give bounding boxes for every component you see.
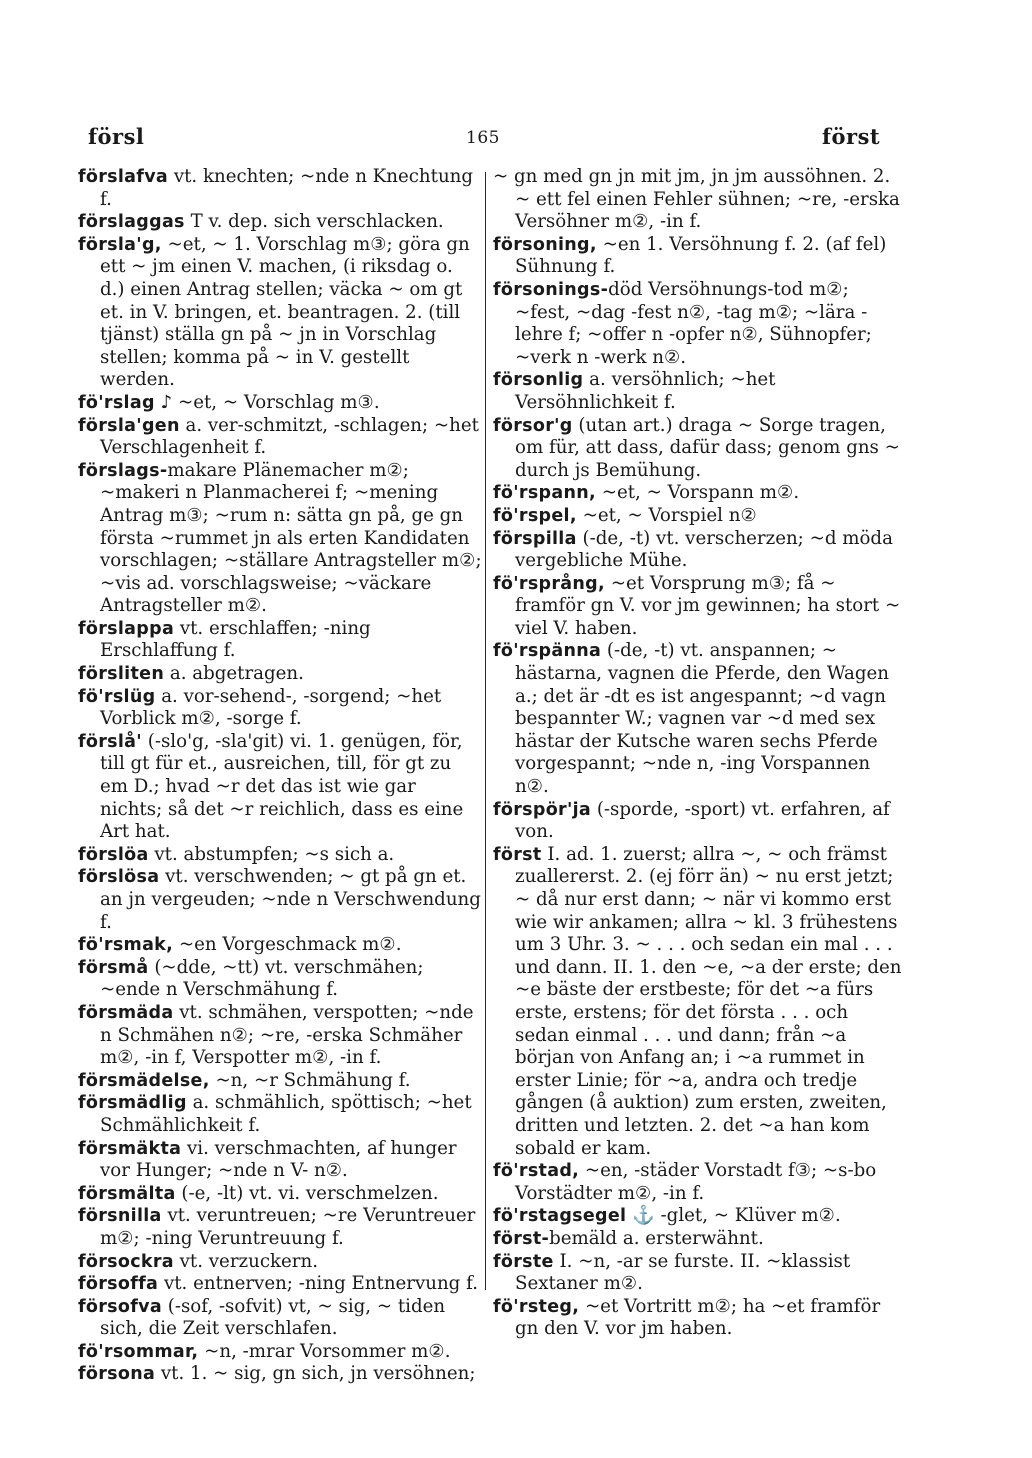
dictionary-entry — [78, 1070, 482, 1093]
entry-headword: förslags- — [78, 460, 168, 481]
dictionary-entry — [493, 1296, 903, 1341]
dictionary-entry — [78, 663, 482, 686]
entry-definition: ~en, -städer Vorstadt f③; ~s-bo Vorstädter m②, -in f. — [515, 1160, 877, 1204]
entry-definition: a. ver-schmitzt, -schlagen; ~het Verschlagenheit f. — [100, 414, 479, 459]
entry-definition: vt. verzuckern. — [173, 1250, 318, 1272]
entry-headword: förslaggas — [78, 212, 185, 233]
entry-definition: ~n, -mrar Vorsommer m②. — [198, 1340, 451, 1362]
column-left — [78, 166, 482, 1386]
entry-headword: fö'rslüg — [78, 686, 156, 707]
entry-headword: försmädlig — [78, 1093, 187, 1114]
dictionary-entry — [493, 279, 903, 369]
entry-headword: försoffa — [78, 1274, 159, 1295]
dictionary-entry — [78, 1002, 482, 1070]
dictionary-entry — [78, 166, 482, 211]
entry-definition: makare Plänemacher m②; ~makeri n Planmacherei f; ~mening Antrag m③; ~rum n: sätta gn på, ge gn första ~rummet jn als erten Kandidaten vorschlagen; ~ställare Antragsteller m②; ~vis ad. vorschlagsweise; ~väckare Antragsteller m②. — [100, 459, 482, 617]
entry-headword: försmäkta — [78, 1138, 182, 1159]
entry-definition: bemäld a. ersterwähnt. — [549, 1227, 764, 1249]
dictionary-entry — [78, 1341, 482, 1364]
dictionary-entry — [493, 799, 903, 844]
entry-definition: ~et, ~ 1. Vorschlag m③; göra gn ett ~ jm einen V. machen, (i riksdag o. d.) einen Antrag stellen; väcka ~ om gt et. in V. bringen, et. beantragen. 2. (till tjänst) ställa gn på ~ jn in Vorschlag stellen; komma på ~ in V. gestellt werden. — [100, 233, 470, 391]
entry-definition: vi. verschmachten, af hunger vor Hunger; ~nde n V- n②. — [100, 1137, 457, 1182]
entry-definition: (-e, -lt) vt. vi. verschmelzen. — [175, 1182, 439, 1204]
dictionary-entry — [493, 1251, 903, 1296]
dictionary-entry — [78, 1251, 482, 1274]
dictionary-entry — [78, 392, 482, 415]
dictionary-entry — [78, 731, 482, 844]
entry-headword: förslа'g, — [78, 234, 162, 255]
entry-headword: försona — [78, 1364, 156, 1385]
entry-definition: vt. verschwenden; ~ gt på gn et. an jn vergeuden; ~nde n Verschwendung f. — [100, 866, 481, 933]
entry-definition: ♪ ~et, ~ Vorschlag m③. — [154, 391, 380, 413]
entry-headword: försonings- — [493, 279, 609, 300]
dictionary-entry — [493, 1160, 903, 1205]
dictionary-entry — [78, 1273, 482, 1296]
entry-headword: först- — [493, 1228, 550, 1249]
entry-headword: förslafva — [78, 167, 169, 187]
entry-definition: ~n, ~r Schmähung f. — [209, 1069, 411, 1091]
entry-headword: fö'rslag — [78, 392, 155, 413]
entry-definition: vt. erschlaffen; -ning Erschlaffung f. — [100, 617, 371, 662]
entry-definition: död Versöhnungs-tod m②; ~fest, ~dag -fest n②, -tag m②; ~lära -lehre f; ~offer n -opfer n②, Sühnopfer; ~verk n -werk n②. — [515, 278, 872, 368]
dictionary-entry — [493, 482, 903, 505]
dictionary-entry — [78, 1363, 482, 1386]
dictionary-entry — [78, 934, 482, 957]
entry-headword: försockra — [78, 1251, 174, 1272]
entry-definition: vt. abstumpfen; ~s sich a. — [148, 843, 395, 865]
entry-headword: försliten — [78, 664, 165, 685]
entry-headword: fö'rsprång, — [493, 573, 605, 594]
entry-definition: (-sporde, -sport) vt. erfahren, af von. — [515, 798, 890, 843]
header-right-guideword: först — [822, 124, 881, 149]
entry-headword: fö'rstagsegel — [493, 1206, 627, 1227]
dictionary-entry — [493, 573, 903, 641]
entry-headword: försmå — [78, 957, 149, 978]
dictionary-entry — [78, 415, 482, 460]
entry-definition: I. ad. 1. zuerst; allra ~, ~ och främst zuallererst. 2. (ej förr än) ~ nu erst jetzt; ~ då nur erst dann; ~ när vi kommo erst wie wir ankamen; allra ~ kl. 3 frühestens um 3 Uhr. 3. ~ . . . och sedan ein mal . . . und dann. II. 1. den ~e, ~a der erste; den ~e bäste der erstbeste; för det ~a fürs erste, erstens; för det första . . . och sedan einmal . . . und dann; från ~a början von Anfang an; i ~a rummet in erster Linie; för ~a, andra och tredje gången (å auktion) zum ersten, zweiten, dritten und letzten. 2. det ~a han kom sobald er kam. — [515, 843, 902, 1159]
entry-headword: försonlig — [493, 370, 584, 391]
entry-definition: I. ~n, -ar se furste. II. ~klassist Sextaner m②. — [515, 1250, 851, 1295]
dictionary-entry — [78, 234, 482, 392]
entry-definition: (~dde, ~tt) vt. verschmähen; ~ende n Verschmähung f. — [100, 956, 424, 1001]
entry-headword: förste — [493, 1251, 554, 1272]
entry-headword: fö'rsommar, — [78, 1341, 199, 1362]
entry-headword: förslösa — [78, 867, 160, 888]
entry-definition: (utan art.) draga ~ Sorge tragen, om für, att dass, dafür dass; genom gns ~ durch js Bemühung. — [515, 414, 900, 481]
dictionary-entry — [493, 369, 903, 414]
entry-definition: (-de, -t) vt. anspannen; ~ hästarna, vagnen die Pferde, den Wagen a.; det är -dt es ist angespannt; ~d vagn bespannter W.; vagnen var ~d med sex hästar der Kutsche waren sechs Pferde vorgespannt; ~nde n, -ing Vorspannen n②. — [515, 640, 889, 798]
entry-headword: förslа'gen — [78, 415, 180, 436]
entry-definition: ~et Vorsprung m③; få ~ framför gn V. vor jm gewinnen; ha stort ~ viel V. haben. — [515, 572, 901, 639]
header-left-guideword: försl — [88, 124, 145, 149]
entry-headword: försoning, — [493, 234, 597, 255]
dictionary-entry — [493, 844, 903, 1160]
entry-definition: a. abgetragen. — [164, 663, 304, 685]
column-right — [493, 166, 903, 1341]
entry-definition: (-sof, -sofvit) vt, ~ sig, ~ tiden sich, die Zeit verschlafen. — [100, 1295, 446, 1340]
page-number: 165 — [466, 128, 500, 148]
dictionary-entry — [78, 844, 482, 867]
entry-definition: ~en 1. Versöhnung f. 2. (af fel) Sühnung f. — [515, 233, 887, 278]
dictionary-entry — [78, 618, 482, 663]
entry-headword: förspilla — [493, 528, 577, 549]
entry-headword: fö'rspann, — [493, 483, 596, 504]
column-divider — [485, 172, 486, 1290]
entry-definition: vt. knechten; ~nde n Knechtung f. — [100, 166, 474, 210]
entry-definition: a. versöhnlich; ~het Versöhnlichkeit f. — [515, 369, 776, 413]
entry-definition: a. schmählich, spöttisch; ~het Schmählichkeit f. — [100, 1092, 472, 1136]
dictionary-entry — [493, 1205, 903, 1228]
entry-definition: ~et, ~ Vorspann m②. — [595, 482, 800, 504]
entry-headword: förslå' — [78, 731, 142, 752]
entry-headword: förspör'ja — [493, 799, 592, 820]
dictionary-entry — [78, 957, 482, 1002]
entry-headword: fö'rspänna — [493, 641, 602, 662]
entry-headword: försnilla — [78, 1206, 162, 1227]
entry-definition: ~ gn med gn jn mit jm, jn jm aussöhnen. 2. ~ ett fel einen Fehler sühnen; ~re, -erska Versöhner m②, -in f. — [493, 166, 900, 233]
dictionary-entry — [78, 460, 482, 618]
entry-headword: försmälta — [78, 1183, 176, 1204]
entry-headword: fö'rstad, — [493, 1161, 580, 1182]
entry-definition: (-slo'g, -sla'git) vi. 1. genügen, för, till gt für et., ausreichen, till, för gt zu em D.; hvad ~r det das ist wie gar nichts; så det ~r reichlich, dass es eine Art hat. — [100, 730, 464, 843]
entry-headword: fö'rsteg, — [493, 1296, 580, 1317]
entry-definition: vt. entnerven; -ning Entnervung f. — [158, 1273, 478, 1295]
entry-definition: a. vor-sehend-, -sorgend; ~het Vorblick m②, -sorge f. — [100, 685, 442, 730]
entry-definition: ~en Vorgeschmack m②. — [173, 934, 402, 956]
entry-definition: T v. dep. sich verschlacken. — [184, 211, 444, 233]
dictionary-entry — [493, 415, 903, 483]
entry-headword: försmädelse, — [78, 1070, 210, 1091]
dictionary-entry — [493, 234, 903, 279]
dictionary-entry — [78, 1296, 482, 1341]
entry-definition: ~et, ~ Vorspiel n② — [576, 504, 757, 526]
dictionary-entry — [493, 505, 903, 528]
entry-headword: förslappa — [78, 618, 175, 639]
entry-definition: (-de, -t) vt. verscherzen; ~d möda vergebliche Mühe. — [515, 527, 893, 572]
entry-definition: ~et Vortritt m②; ha ~et framför gn den V. vor jm haben. — [515, 1295, 881, 1340]
dictionary-entry — [78, 866, 482, 934]
entry-headword: försmäda — [78, 1002, 174, 1023]
dictionary-entry — [78, 211, 482, 234]
entry-headword: försor'g — [493, 415, 573, 436]
entry-definition: ⚓ -glet, ~ Klüver m②. — [626, 1205, 841, 1227]
entry-headword: fö'rsmak, — [78, 935, 174, 956]
entry-headword: förslöa — [78, 844, 149, 865]
dictionary-entry — [493, 640, 903, 798]
entry-headword: först — [493, 844, 542, 865]
dictionary-entry — [78, 1205, 482, 1250]
dictionary-entry — [78, 1138, 482, 1183]
dictionary-entry — [78, 1092, 482, 1137]
dictionary-entry — [493, 1228, 903, 1251]
entry-headword: försofva — [78, 1296, 162, 1317]
entry-definition: vt. veruntreuen; ~re Veruntreuer m②; -ning Veruntreuung f. — [100, 1205, 476, 1249]
dictionary-entry — [493, 166, 903, 234]
dictionary-entry — [78, 686, 482, 731]
entry-definition: vt. schmähen, verspotten; ~nde n Schmähen n②; ~re, -erska Schmäher m②, -in f, Verspotter m②, -in f. — [100, 1001, 474, 1069]
entry-headword: fö'rspel, — [493, 505, 577, 526]
dictionary-entry — [78, 1183, 482, 1206]
entry-definition: vt. 1. ~ sig, gn sich, jn versöhnen; — [155, 1363, 476, 1385]
dictionary-entry — [493, 528, 903, 573]
